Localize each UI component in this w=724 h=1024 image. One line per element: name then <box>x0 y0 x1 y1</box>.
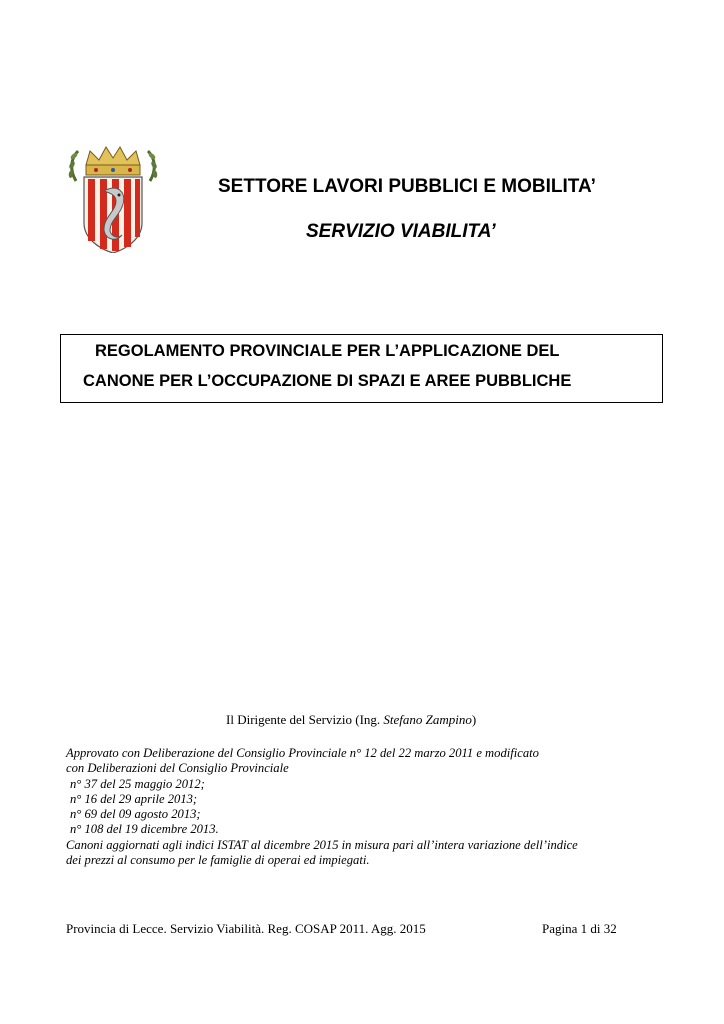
department-title: SETTORE LAVORI PUBBLICI E MOBILITA’ <box>218 176 596 197</box>
regulation-title-box <box>60 334 663 403</box>
approval-line: con Deliberazioni del Consiglio Provinciale <box>66 761 289 776</box>
footer-document-reference: Provincia di Lecce. Servizio Viabilità. Reg. COSAP 2011. Agg. 2015 <box>66 921 426 936</box>
regulation-title-line-2: CANONE PER L’OCCUPAZIONE DI SPAZI E AREE PUBBLICHE <box>83 372 572 390</box>
approval-notes <box>66 746 666 868</box>
approval-line: Canoni aggiornati agli indici ISTAT al dicembre 2015 in misura pari all’intera variazione dell’indice <box>66 837 578 852</box>
approval-line: n° 37 del 25 maggio 2012; <box>70 776 205 791</box>
approval-line: n° 16 del 29 aprile 2013; <box>70 791 198 806</box>
signature-prefix: Il Dirigente del Servizio (Ing. <box>226 712 384 727</box>
service-title: SERVIZIO VIABILITA’ <box>306 221 496 242</box>
approval-line: n° 108 del 19 dicembre 2013. <box>70 822 219 837</box>
manager-name: Stefano Zampino <box>383 712 472 727</box>
approval-line: Approvato con Deliberazione del Consiglio Provinciale n° 12 del 22 marzo 2011 e modificato <box>66 746 539 760</box>
approval-line: n° 69 del 09 agosto 2013; <box>70 807 201 822</box>
manager-signature-line <box>226 712 476 728</box>
regulation-title-line-1: REGOLAMENTO PROVINCIALE PER L’APPLICAZIONE DEL <box>95 342 560 360</box>
footer-page-number: Pagina 1 di 32 <box>542 921 617 936</box>
approval-line: dei prezzi al consumo per le famiglie di operai ed impiegati. <box>66 853 370 868</box>
signature-suffix: ) <box>471 712 477 727</box>
province-coat-of-arms-icon <box>66 143 160 253</box>
